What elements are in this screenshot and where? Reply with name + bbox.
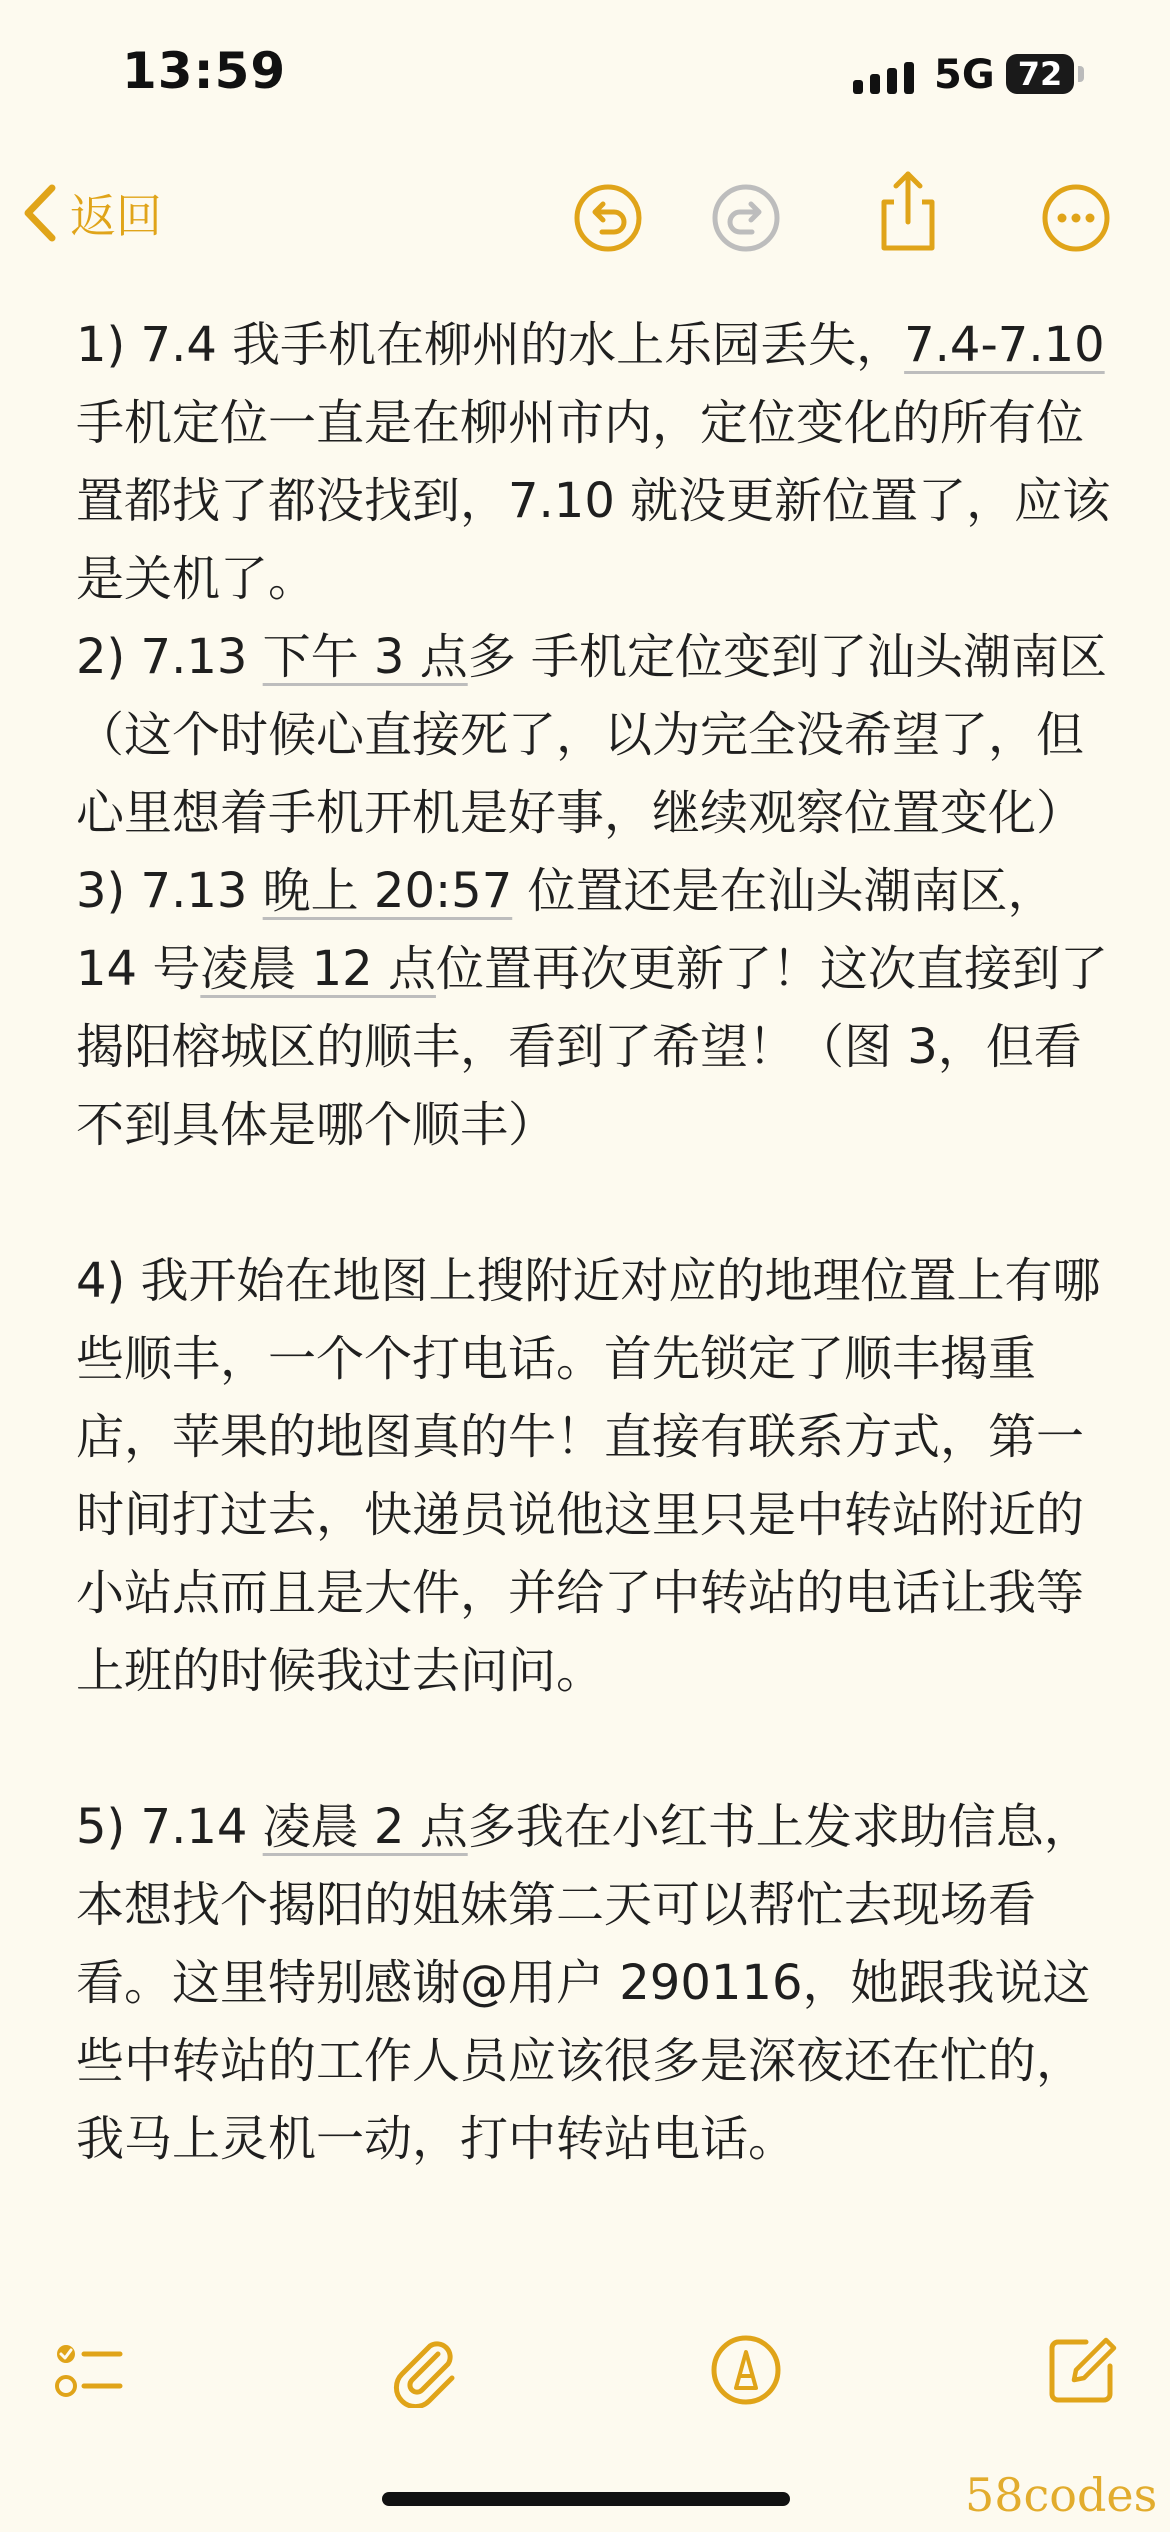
note-paragraph-2: 2) 7.13 下午 3 点多 手机定位变到了汕头潮南区（这个时候心直接死了，以为完全没希望了，但心里想着手机开机是好事，继续观察位置变化）	[76, 629, 1107, 841]
note-paragraph-4: 4) 我开始在地图上搜附近对应的地理位置上有哪些顺丰，一个个打电话。首先锁定了顺丰揭重店，苹果的地图真的牛！直接有联系方式，第一时间打过去，快递员说他这里只是中转站附近的小站点而且是大件，并给了中转站的电话让我等上班的时候我过去问问。	[76, 1253, 1101, 1699]
bottom-toolbar	[0, 2320, 1170, 2440]
undo-icon[interactable]	[572, 182, 644, 254]
share-icon[interactable]	[872, 168, 944, 254]
note-body[interactable]	[76, 306, 1116, 2178]
note-paragraph-1: 1) 7.4 我手机在柳州的水上乐园丢失，7.4-7.10手机定位一直是在柳州市内，定位变化的所有位置都找了都没找到，7.10 就没更新位置了，应该是关机了。	[76, 317, 1111, 607]
attachment-icon[interactable]	[386, 2332, 462, 2408]
date-link[interactable]: 7.4-7.10	[904, 317, 1105, 373]
redo-icon[interactable]	[710, 182, 782, 254]
status-time: 13:59	[122, 42, 287, 100]
more-icon[interactable]	[1040, 182, 1112, 254]
compose-icon[interactable]	[1044, 2332, 1120, 2408]
time-link[interactable]: 下午 3 点	[262, 629, 468, 685]
blank-line	[76, 1164, 1116, 1242]
network-type: 5G	[934, 52, 995, 98]
time-link[interactable]: 凌晨 12 点	[200, 941, 436, 997]
battery-cap	[1078, 66, 1084, 82]
markup-icon[interactable]	[708, 2332, 784, 2408]
note-paragraph-3: 3) 7.13 晚上 20:57 位置还是在汕头潮南区，14 号凌晨 12 点位置再次更新了！这次直接到了揭阳榕城区的顺丰，看到了希望！（图 3，但看不到具体是哪个顺丰）	[76, 863, 1108, 1153]
back-label: 返回	[70, 189, 162, 243]
note-paragraph-5: 5) 7.14 凌晨 2 点多我在小红书上发求助信息，本想找个揭阳的姐妹第二天可以帮忙去现场看看。这里特别感谢@用户 290116，她跟我说这些中转站的工作人员应该很多是深夜还在忙的，我马上灵机一动，打中转站电话。	[76, 1799, 1092, 2167]
back-button[interactable]	[20, 178, 162, 248]
time-link[interactable]: 晚上 20:57	[262, 863, 513, 919]
chevron-left-icon	[20, 182, 60, 244]
checklist-icon[interactable]	[50, 2332, 126, 2408]
battery-level: 72	[1017, 55, 1063, 93]
home-indicator[interactable]	[382, 2492, 790, 2506]
note-nav-bar	[0, 160, 1170, 270]
battery-icon	[1006, 54, 1074, 94]
blank-line	[76, 1710, 1116, 1788]
status-bar	[0, 0, 1170, 150]
cellular-signal-icon	[853, 62, 914, 94]
watermark-logo: 58codes	[965, 2468, 1158, 2522]
time-link[interactable]: 凌晨 2 点	[262, 1799, 468, 1855]
